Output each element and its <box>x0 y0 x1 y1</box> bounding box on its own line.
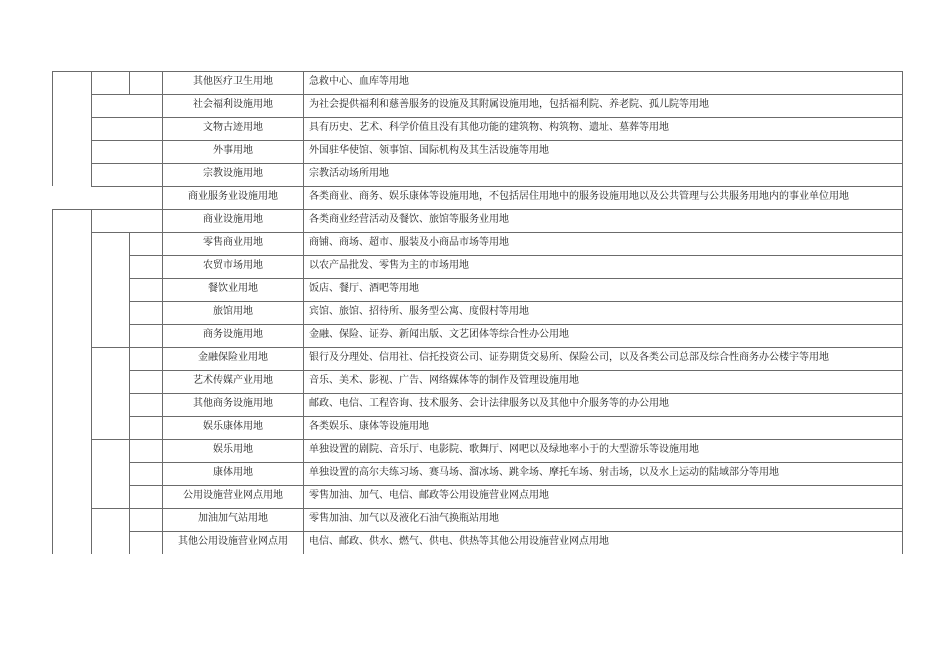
table-rule <box>129 462 903 463</box>
table-rule <box>129 278 903 279</box>
land-use-description: 金融、保险、证券、新闻出版、文艺团体等综合性办公用地 <box>309 329 569 340</box>
land-use-name: 文物古迹用地 <box>203 122 263 133</box>
land-use-description: 急救中心、血库等用地 <box>309 76 409 87</box>
land-use-name: 商务设施用地 <box>203 329 263 340</box>
land-use-name: 商业设施用地 <box>203 214 263 225</box>
land-use-name: 其他商务设施用地 <box>193 398 273 409</box>
land-use-name: 金融保险业用地 <box>198 352 268 363</box>
land-use-name: 农贸市场用地 <box>203 260 263 271</box>
land-use-name: 旅馆用地 <box>213 306 253 317</box>
land-use-description: 音乐、美术、影视、广告、网络媒体等的制作及管理设施用地 <box>309 375 579 386</box>
land-use-description: 单独设置的剧院、音乐厅、电影院、歌舞厅、网吧以及绿地率小于的大型游乐等设施用地 <box>309 444 699 455</box>
table-rule <box>129 416 903 417</box>
land-use-description: 邮政、电信、工程咨询、技术服务、会计法律服务以及其他中介服务等的办公用地 <box>309 398 669 409</box>
land-use-description: 各类商业、商务、娱乐康体等设施用地，不包括居住用地中的服务设施用地以及公共管理与公共服务用地内的事业单位用地 <box>309 191 849 202</box>
land-use-name: 其他医疗卫生用地 <box>193 76 273 87</box>
table-rule <box>91 186 903 187</box>
table-rule <box>129 531 903 532</box>
land-use-name: 外事用地 <box>213 145 253 156</box>
table-rule <box>129 71 130 94</box>
table-rule <box>902 71 903 554</box>
land-use-name: 艺术传媒产业用地 <box>193 375 273 386</box>
table-rule <box>52 71 903 72</box>
table-rule <box>129 324 903 325</box>
land-use-description: 各类商业经营活动及餐饮、旅馆等服务业用地 <box>309 214 509 225</box>
land-use-name: 加油加气站用地 <box>198 513 268 524</box>
land-use-description: 外国驻华使馆、领事馆、国际机构及其生活设施等用地 <box>309 145 549 156</box>
table-rule <box>91 94 903 95</box>
land-use-description: 具有历史、艺术、科学价值且没有其他功能的建筑物、构筑物、遗址、墓葬等用地 <box>309 122 669 133</box>
land-use-description: 电信、邮政、供水、燃气、供电、供热等其他公用设施营业网点用地 <box>309 536 609 547</box>
land-use-name: 其他公用设施营业网点用 <box>178 536 288 547</box>
land-use-description: 饭店、餐厅、酒吧等用地 <box>309 283 419 294</box>
table-rule <box>91 508 903 509</box>
table-rule <box>91 117 903 118</box>
table-rule <box>303 71 304 554</box>
land-use-name: 公用设施营业网点用地 <box>183 490 283 501</box>
land-use-name: 宗教设施用地 <box>203 168 263 179</box>
land-use-description: 宗教活动场所用地 <box>309 168 389 179</box>
land-use-name: 餐饮业用地 <box>208 283 258 294</box>
table-rule <box>91 140 903 141</box>
table-rule <box>129 232 130 554</box>
table-rule <box>91 163 903 164</box>
table-rule <box>91 439 903 440</box>
table-rule <box>129 301 903 302</box>
land-use-description: 各类娱乐、康体等设施用地 <box>309 421 429 432</box>
table-rule <box>52 209 903 210</box>
land-use-description: 银行及分理处、信用社、信托投资公司、证券期货交易所、保险公司，以及各类公司总部及综合性商务办公楼宇等用地 <box>309 352 829 363</box>
table-rule <box>129 255 903 256</box>
land-use-description: 零售加油、加气以及液化石油气换瓶站用地 <box>309 513 499 524</box>
table-rule <box>52 209 53 554</box>
land-use-description: 零售加油、加气、电信、邮政等公用设施营业网点用地 <box>309 490 549 501</box>
land-use-name: 零售商业用地 <box>203 237 263 248</box>
table-rule <box>129 370 903 371</box>
table-rule <box>91 71 92 186</box>
table-rule <box>91 232 903 233</box>
land-use-description: 以农产品批发、零售为主的市场用地 <box>309 260 469 271</box>
table-rule <box>129 485 903 486</box>
land-use-name: 康体用地 <box>213 467 253 478</box>
land-use-description: 宾馆、旅馆、招待所、服务型公寓、度假村等用地 <box>309 306 529 317</box>
table-rule <box>91 209 92 554</box>
table-rule <box>52 71 53 186</box>
table-rule <box>129 393 903 394</box>
land-use-description: 商铺、商场、超市、服装及小商品市场等用地 <box>309 237 509 248</box>
table-rule <box>91 347 903 348</box>
land-use-name: 娱乐康体用地 <box>203 421 263 432</box>
land-use-description: 为社会提供福利和慈善服务的设施及其附属设施用地，包括福利院、养老院、孤儿院等用地 <box>309 99 709 110</box>
land-use-name: 娱乐用地 <box>213 444 253 455</box>
land-use-description: 单独设置的高尔夫练习场、赛马场、溜冰场、跳伞场、摩托车场、射击场，以及水上运动的陆域部分等用地 <box>309 467 779 478</box>
land-use-name: 商业服务业设施用地 <box>188 191 278 202</box>
land-use-name: 社会福利设施用地 <box>193 99 273 110</box>
